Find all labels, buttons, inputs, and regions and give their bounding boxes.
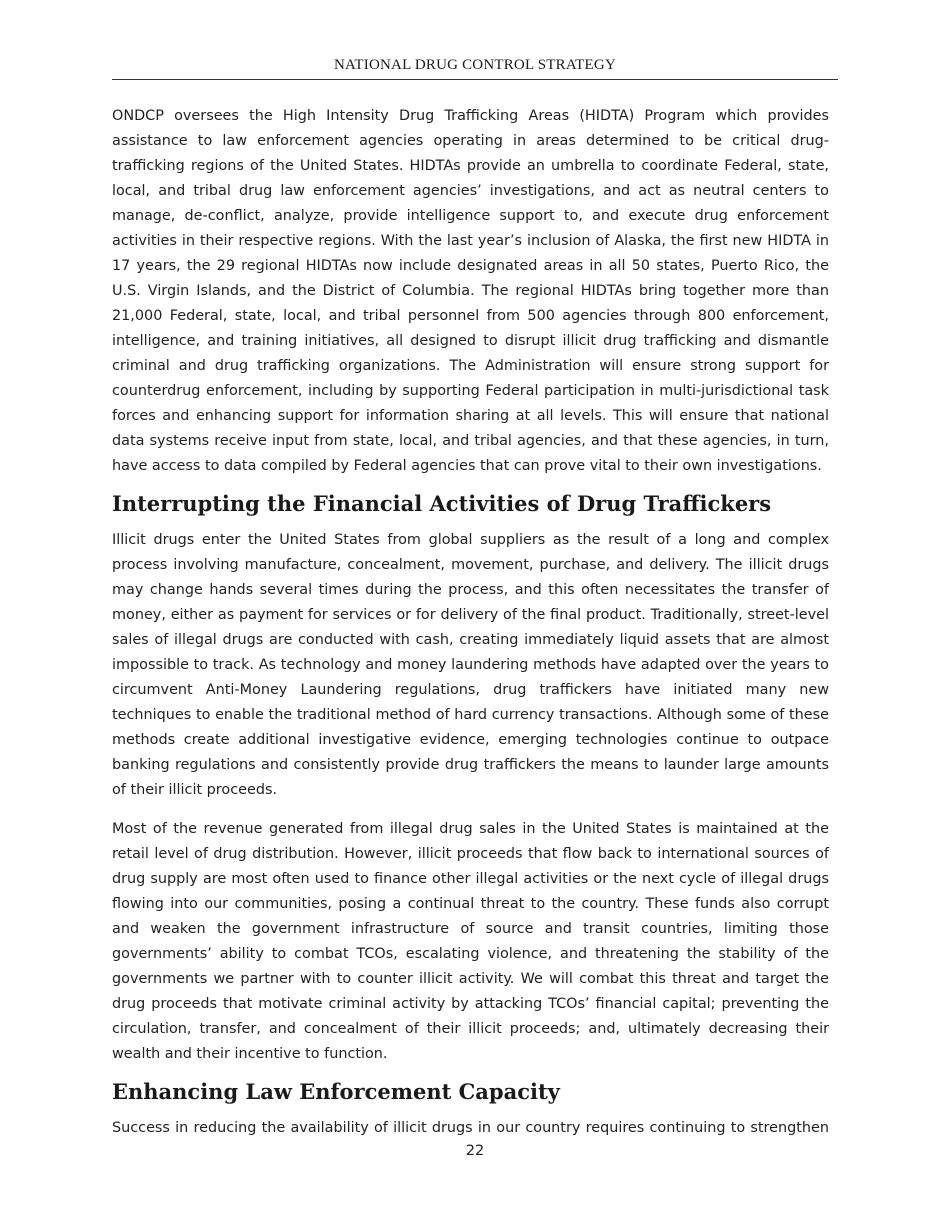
paragraph-drug-revenue: Most of the revenue generated from illegal drug sales in the United States is maintained at the retail level of drug distribution. However, illicit proceeds that flow back to international sources of drug supply are most often used to finance other illegal activities or the next cycle of illegal drugs flowing into our communities, posing a continual threat to the country. These funds also corrupt and weaken the government infrastructure of source and transit countries, limiting those governments’ ability to combat TCOs, escalating violence, and threatening the stability of the governments we partner with to counter illicit activity. We will combat this threat and target the drug proceeds that motivate criminal activity by attacking TCOs’ financial capital; preventing the circulation, transfer, and concealment of their illicit proceeds; and, ultimately decreasing their wealth and their incentive to function. [112, 821, 829, 1062]
page-body [112, 104, 829, 1141]
running-header: NATIONAL DRUG CONTROL STRATEGY [334, 57, 616, 73]
page-number: 22 [465, 1143, 485, 1159]
header-divider [112, 79, 838, 80]
section-heading-law-enforcement-capacity: Enhancing Law Enforcement Capacity [112, 1079, 560, 1104]
paragraph-drug-supply-process: Illicit drugs enter the United States from global suppliers as the result of a long and complex process involving manufacture, concealment, movement, purchase, and delivery. The illicit drugs may change hands several times during the process, and this often necessitates the transfer of money, either as payment for services or for delivery of the final product. Traditionally, street-level sales of illegal drugs are conducted with cash, creating immediately liquid assets that are almost impossible to track. As technology and money laundering methods have adapted over the years to circumvent Anti-Money Laundering regulations, drug traffickers have initiated many new techniques to enable the traditional method of hard currency transactions. Although some of these methods create additional investigative evidence, emerging technologies continue to outpace banking regulations and consistently provide drug traffickers the means to launder large amounts of their illicit proceeds. [112, 532, 829, 798]
paragraph-reducing-availability: Success in reducing the availability of illicit drugs in our country requires continuing to strengthen [112, 1120, 829, 1136]
section-heading-financial-activities: Interrupting the Financial Activities of Drug Traffickers [112, 491, 772, 516]
paragraph-hidta-program: ONDCP oversees the High Intensity Drug Trafficking Areas (HIDTA) Program which provides assistance to law enforcement agencies operating in areas determined to be critical drug-trafficking regions of the United States. HIDTAs provide an umbrella to coordinate Federal, state, local, and tribal drug law enforcement agencies’ investigations, and act as neutral centers to manage, de-conflict, analyze, provide intelligence support to, and execute drug enforcement activities in their respective regions. With the last year’s inclusion of Alaska, the first new HIDTA in 17 years, the 29 regional HIDTAs now include designated areas in all 50 states, Puerto Rico, the U.S. Virgin Islands, and the District of Columbia. The regional HIDTAs bring together more than 21,000 Federal, state, local, and tribal personnel from 500 agencies through 800 enforcement, intelligence, and training initiatives, all designed to disrupt illicit drug trafficking and dismantle criminal and drug trafficking organizations. The Administration will ensure strong support for counterdrug enforcement, including by supporting Federal participation in multi-jurisdictional task forces and enhancing support for information sharing at all levels. This will ensure that national data systems receive input from state, local, and tribal agencies, and that these agencies, in turn, have access to data compiled by Federal agencies that can prove vital to their own investigations. [112, 108, 829, 474]
